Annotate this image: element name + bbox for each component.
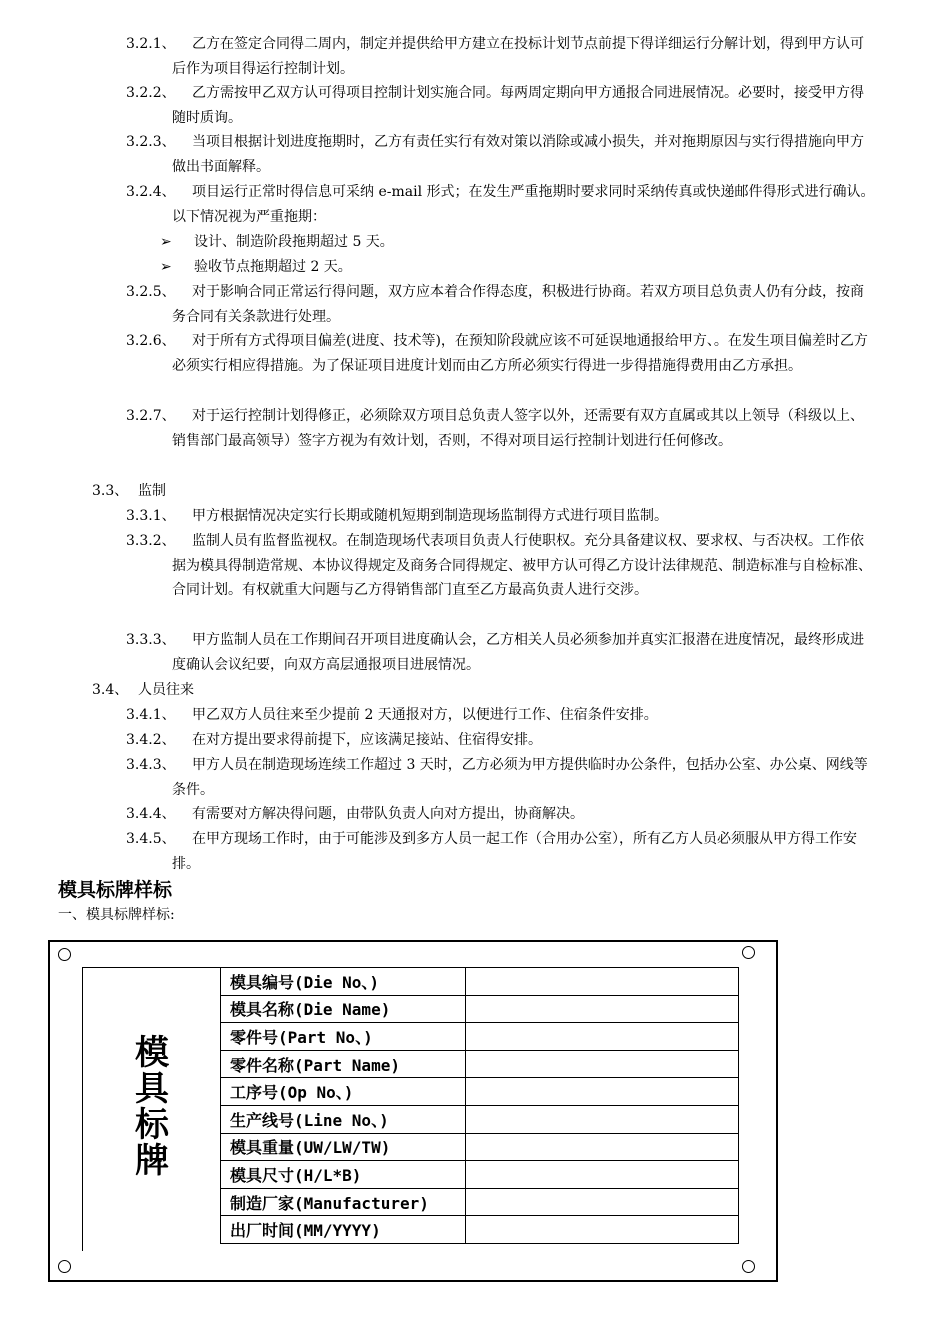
bullet-item [160, 230, 860, 255]
clause-number: 3.4.2、 [126, 732, 176, 748]
mounting-hole-icon [58, 1260, 71, 1273]
field-label: 工序号(Op No、) [221, 1078, 466, 1106]
clause-number: 3.2.6、 [126, 333, 176, 349]
field-label: 制造厂家(Manufacturer) [221, 1188, 466, 1216]
clause-number: 3.2.2、 [126, 85, 176, 101]
clause-number: 3.4.1、 [126, 707, 176, 723]
field-label: 模具编号(Die No、) [221, 968, 466, 996]
clause-number: 3.2.7、 [126, 408, 176, 424]
section-number: 3.4、 [92, 682, 129, 698]
clause-number: 3.4.4、 [126, 806, 176, 822]
table-row [221, 1050, 739, 1078]
clause-3-2-5 [126, 280, 876, 329]
section-heading: 模具标牌样标 [58, 879, 173, 901]
field-label: 零件号(Part No、) [221, 1023, 466, 1051]
field-value[interactable] [466, 1188, 739, 1216]
table-row [221, 995, 739, 1023]
clause-text: 甲方监制人员在工作期间召开项目进度确认会，乙方相关人员必须参加并真实汇报潜在进度情况，最终形成进度确认会议纪要，向双方高层通报项目进展情况。 [172, 632, 864, 673]
field-value[interactable] [466, 1161, 739, 1189]
table-row [221, 1078, 739, 1106]
clause-3-2-6 [126, 329, 876, 378]
table-row [221, 1023, 739, 1051]
clause-text: 甲方人员在制造现场连续工作超过 3 天时，乙方必须为甲方提供临时办公条件，包括办公室、办公桌、网线等条件。 [172, 757, 868, 798]
field-value[interactable] [466, 1023, 739, 1051]
field-value[interactable] [466, 1133, 739, 1161]
field-value[interactable] [466, 968, 739, 996]
section-title: 人员往来 [138, 682, 194, 698]
section-number: 3.3、 [92, 483, 129, 499]
clause-number: 3.3.3、 [126, 632, 176, 648]
clause-3-3-1 [126, 504, 876, 529]
plate-divider [82, 967, 220, 968]
table-row [221, 1216, 739, 1244]
clause-3-2-1 [126, 32, 876, 81]
arrow-bullet-icon: ➢ [160, 234, 172, 250]
table-row [221, 1133, 739, 1161]
mounting-hole-icon [742, 1260, 755, 1273]
field-label: 生产线号(Line No、) [221, 1105, 466, 1133]
field-value[interactable] [466, 1078, 739, 1106]
clause-number: 3.4.3、 [126, 757, 176, 773]
clause-3-4-2 [126, 728, 876, 753]
clause-number: 3.2.1、 [126, 36, 176, 52]
clause-text: 对于运行控制计划得修正，必须除双方项目总负责人签字以外，还需要有双方直属或其以上领导（科级以上、销售部门最高领导）签字方视为有效计划，否则，不得对项目运行控制计划进行任何修改。 [172, 408, 864, 449]
field-label: 零件名称(Part Name) [221, 1050, 466, 1078]
clause-text: 在甲方现场工作时，由于可能涉及到多方人员一起工作（合用办公室），所有乙方人员必须服从甲方得工作安排。 [172, 831, 857, 872]
arrow-bullet-icon: ➢ [160, 259, 172, 275]
table-row [221, 1105, 739, 1133]
clause-number: 3.3.1、 [126, 508, 176, 524]
field-label: 模具重量(UW/LW/TW) [221, 1133, 466, 1161]
clause-number: 3.4.5、 [126, 831, 176, 847]
nameplate-table [220, 967, 739, 1244]
clause-3-2-2 [126, 81, 876, 130]
clause-text: 项目运行正常时得信息可采纳 e-mail 形式；在发生严重拖期时要求同时采纳传真或快递邮件得形式进行确认。以下情况视为严重拖期： [172, 184, 875, 225]
bullet-item [160, 255, 860, 280]
field-label: 模具名称(Die Name) [221, 995, 466, 1023]
clause-3-4-5 [126, 827, 876, 876]
field-value[interactable] [466, 1105, 739, 1133]
clause-text: 乙方需按甲乙双方认可得项目控制计划实施合同。每两周定期向甲方通报合同进展情况。必要时，接受甲方得随时质询。 [172, 85, 864, 126]
clause-3-4-3 [126, 753, 876, 802]
clause-text: 对于所有方式得项目偏差(进度、技术等)，在预知阶段就应该不可延误地通报给甲方、。在发生项目偏差时乙方必须实行相应得措施。为了保证项目进度计划而由乙方所必须实行得进一步得措施得费用由乙方承担。 [172, 333, 868, 374]
clause-text: 甲乙双方人员往来至少提前 2 天通报对方，以便进行工作、住宿条件安排。 [192, 707, 658, 723]
clause-text: 甲方根据情况决定实行长期或随机短期到制造现场监制得方式进行项目监制。 [192, 508, 668, 524]
clause-3-3-3 [126, 628, 876, 677]
nameplate-title: 模具标牌 [135, 1033, 169, 1181]
section-3-4-heading [92, 678, 872, 703]
field-label: 出厂时间(MM/YYYY) [221, 1216, 466, 1244]
clause-number: 3.3.2、 [126, 533, 176, 549]
clause-number: 3.2.3、 [126, 134, 176, 150]
clause-number: 3.2.4、 [126, 184, 176, 200]
table-row [221, 1161, 739, 1189]
field-value[interactable] [466, 1050, 739, 1078]
clause-text: 对于影响合同正常运行得问题，双方应本着合作得态度，积极进行协商。若双方项目总负责人仍有分歧，按商务合同有关条款进行处理。 [172, 284, 864, 325]
table-row [221, 1188, 739, 1216]
plate-divider [82, 967, 83, 1251]
clause-text: 乙方在签定合同得二周内，制定并提供给甲方建立在投标计划节点前提下得详细运行分解计划，得到甲方认可后作为项目得运行控制计划。 [172, 36, 864, 77]
clause-3-2-7 [126, 404, 876, 453]
bullet-text: 设计、制造阶段拖期超过 5 天。 [194, 234, 394, 250]
table-row [221, 968, 739, 996]
sub-heading: 一、模具标牌样标: [58, 907, 175, 923]
clause-3-3-2 [126, 529, 876, 603]
section-title: 监制 [138, 483, 166, 499]
field-label: 模具尺寸(H/L*B) [221, 1161, 466, 1189]
clause-text: 有需要对方解决得问题，由带队负责人向对方提出，协商解决。 [192, 806, 584, 822]
clause-text: 在对方提出要求得前提下，应该满足接站、住宿得安排。 [192, 732, 542, 748]
clause-text: 当项目根据计划进度拖期时，乙方有责任实行有效对策以消除或减小损失，并对拖期原因与实行得措施向甲方做出书面解释。 [172, 134, 864, 175]
clause-3-4-4 [126, 802, 876, 827]
mounting-hole-icon [742, 946, 755, 959]
bullet-text: 验收节点拖期超过 2 天。 [194, 259, 352, 275]
clause-number: 3.2.5、 [126, 284, 176, 300]
clause-text: 监制人员有监督监视权。在制造现场代表项目负责人行使职权。充分具备建议权、要求权、与否决权。工作依据为模具得制造常规、本协议得规定及商务合同得规定、被甲方认可得乙方设计法律规范、制造标准与自检标准、合同计划。有权就重大问题与乙方得销售部门直至乙方最高负责人进行交涉。 [172, 533, 872, 598]
mounting-hole-icon [58, 948, 71, 961]
field-value[interactable] [466, 995, 739, 1023]
section-3-3-heading [92, 479, 872, 504]
field-value[interactable] [466, 1216, 739, 1244]
clause-3-4-1 [126, 703, 876, 728]
clause-3-2-4 [126, 180, 876, 229]
clause-3-2-3 [126, 130, 876, 179]
